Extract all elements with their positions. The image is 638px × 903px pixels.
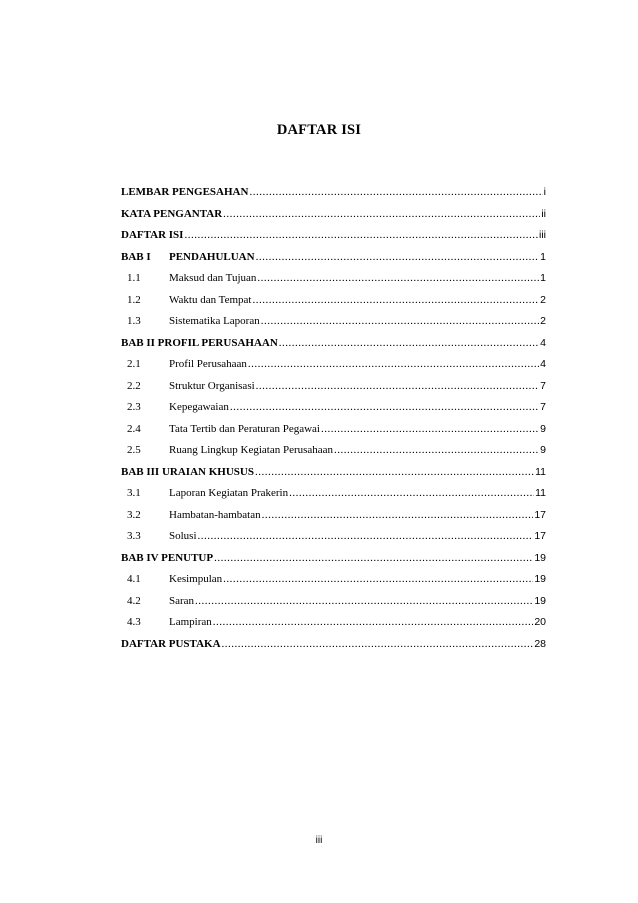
toc-entry xyxy=(121,401,546,423)
toc-entry-number: 2.5 xyxy=(127,444,141,456)
dot-leader xyxy=(256,251,540,263)
dot-leader xyxy=(262,509,534,521)
toc-entry-title: Laporan Kegiatan Prakerin xyxy=(169,487,289,499)
toc-entry-page: 17 xyxy=(534,530,546,542)
toc-entry-page: 17 xyxy=(534,508,546,521)
dot-leader xyxy=(214,552,533,564)
toc-entry xyxy=(121,337,546,359)
toc-entry-number: 3.1 xyxy=(127,487,141,499)
toc-entry-page: 20 xyxy=(534,616,546,628)
toc-entry xyxy=(121,552,546,574)
toc-entry-title: Profil Perusahaan xyxy=(169,358,247,370)
toc-entry-title: BAB II PROFIL PERUSAHAAN xyxy=(121,336,278,349)
toc-entry-title: BAB III URAIAN KHUSUS xyxy=(121,465,254,478)
toc-entry-number: 2.4 xyxy=(127,422,141,435)
dot-leader xyxy=(261,315,539,327)
toc-entry xyxy=(121,315,546,337)
toc-entry xyxy=(121,229,546,251)
dot-leader xyxy=(195,595,533,607)
dot-leader xyxy=(248,358,539,370)
toc-entry-page: 9 xyxy=(540,444,546,456)
table-of-contents xyxy=(121,186,546,659)
toc-entry-page: 4 xyxy=(540,336,546,349)
dot-leader xyxy=(257,272,539,284)
dot-leader xyxy=(255,466,534,478)
toc-entry-title: DAFTAR ISI xyxy=(121,229,184,241)
dot-leader xyxy=(252,294,539,306)
toc-entry-title: Waktu dan Tempat xyxy=(169,293,252,306)
toc-entry xyxy=(121,509,546,531)
toc-entry-number: 3.3 xyxy=(127,530,141,542)
toc-entry-title: BAB IV PENUTUP xyxy=(121,551,214,564)
toc-entry-title: Maksud dan Tujuan xyxy=(169,272,257,284)
toc-entry-title: Kepegawaian xyxy=(169,401,229,413)
toc-entry-number: 1.2 xyxy=(127,293,141,306)
toc-entry-title: Hambatan-hambatan xyxy=(169,508,261,521)
toc-entry-title: Ruang Lingkup Kegiatan Perusahaan xyxy=(169,444,334,456)
toc-entry-page: 28 xyxy=(534,637,546,650)
toc-entry-number: 2.1 xyxy=(127,358,141,370)
toc-entry-page: 11 xyxy=(535,465,546,478)
toc-entry-number: 4.1 xyxy=(127,573,141,585)
dot-leader xyxy=(289,487,534,499)
toc-entry xyxy=(121,186,546,208)
toc-entry-page: 2 xyxy=(540,315,546,327)
toc-entry-number: 4.2 xyxy=(127,594,141,607)
toc-entry-title: Sistematika Laporan xyxy=(169,315,260,327)
toc-entry xyxy=(121,530,546,552)
toc-entry-number: 1.1 xyxy=(127,272,141,284)
toc-entry xyxy=(121,380,546,402)
toc-entry-title: Lampiran xyxy=(169,616,212,628)
toc-entry-number: 2.2 xyxy=(127,379,141,392)
toc-entry xyxy=(121,487,546,509)
toc-entry-title: Kesimpulan xyxy=(169,573,223,585)
toc-entry-page: 1 xyxy=(540,272,546,284)
dot-leader xyxy=(223,573,533,585)
toc-entry-title: Struktur Organisasi xyxy=(169,379,255,392)
toc-entry xyxy=(121,616,546,638)
toc-entry xyxy=(121,272,546,294)
toc-entry xyxy=(121,444,546,466)
toc-entry-page: 19 xyxy=(534,594,546,607)
toc-entry-page: 19 xyxy=(534,551,546,564)
toc-entry xyxy=(121,638,546,660)
toc-entry-number: BAB I xyxy=(121,250,151,263)
toc-entry-title: LEMBAR PENGESAHAN xyxy=(121,186,249,198)
toc-entry-page: 2 xyxy=(540,293,546,306)
toc-entry-page: 1 xyxy=(540,250,546,263)
dot-leader xyxy=(222,638,534,650)
toc-entry xyxy=(121,251,546,273)
toc-entry-page: 7 xyxy=(540,379,546,392)
toc-entry-title: KATA PENGANTAR xyxy=(121,207,223,220)
toc-entry-page: i xyxy=(543,186,546,198)
dot-leader xyxy=(184,229,538,241)
toc-entry-page: iii xyxy=(539,229,546,241)
toc-entry xyxy=(121,294,546,316)
dot-leader xyxy=(230,401,539,413)
dot-leader xyxy=(223,208,540,220)
toc-entry xyxy=(121,595,546,617)
toc-entry-title: Solusi xyxy=(169,530,197,542)
toc-entry xyxy=(121,423,546,445)
toc-entry-page: 9 xyxy=(540,422,546,435)
toc-entry xyxy=(121,208,546,230)
page-title: DAFTAR ISI xyxy=(276,122,362,138)
dot-leader xyxy=(279,337,539,349)
toc-entry-page: 19 xyxy=(534,573,546,585)
toc-entry-page: 4 xyxy=(540,358,546,370)
dot-leader xyxy=(198,530,534,542)
dot-leader xyxy=(249,186,542,198)
dot-leader xyxy=(213,616,534,628)
dot-leader xyxy=(256,380,540,392)
toc-entry-number: 3.2 xyxy=(127,508,141,521)
page-number-footer: iii xyxy=(315,835,323,846)
toc-entry-number: 4.3 xyxy=(127,616,141,628)
toc-entry-title: Tata Tertib dan Peraturan Pegawai xyxy=(169,422,320,435)
toc-entry xyxy=(121,466,546,488)
toc-entry-title: DAFTAR PUSTAKA xyxy=(121,637,221,650)
toc-entry-number: 2.3 xyxy=(127,401,141,413)
toc-entry-title: PENDAHULUAN xyxy=(169,250,255,263)
dot-leader xyxy=(334,444,539,456)
toc-entry xyxy=(121,573,546,595)
toc-entry xyxy=(121,358,546,380)
toc-entry-page: ii xyxy=(541,207,546,220)
toc-entry-page: 11 xyxy=(535,487,546,499)
toc-entry-title: Saran xyxy=(169,594,195,607)
toc-entry-number: 1.3 xyxy=(127,315,141,327)
dot-leader xyxy=(321,423,539,435)
toc-entry-page: 7 xyxy=(540,401,546,413)
